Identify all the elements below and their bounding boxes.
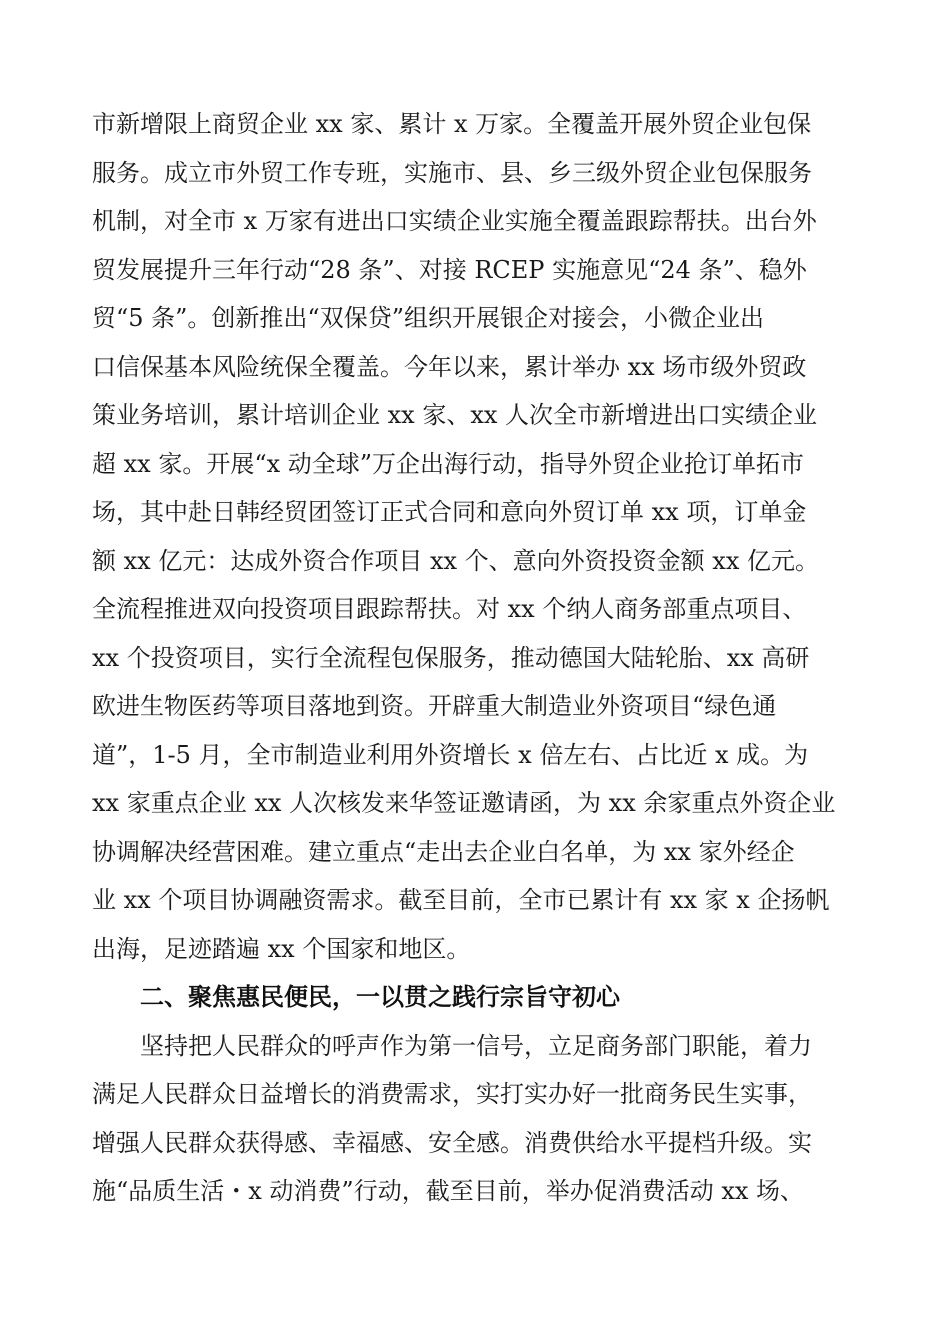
text-line: 贸发展提升三年行动“28 条”、对接 RCEP 实施意见“24 条”、稳外: [92, 255, 807, 284]
text-line: 协调解决经营困难。建立重点“走出去企业白名单，为 xx 家外经企: [92, 837, 795, 866]
text-line: 市新增限上商贸企业 xx 家、累计 x 万家。全覆盖开展外贸企业包保: [92, 110, 812, 138]
text-line: xx 家重点企业 xx 人次核发来华签证邀请函，为 xx 余家重点外资企业: [92, 789, 836, 817]
text-line: 施“品质生活・x 动消费”行动，截至目前，举办促消费活动 xx 场、: [92, 1177, 805, 1205]
paragraph-first-line: 坚持把人民群众的呼声作为第一信号，立足商务部门职能，着力: [140, 1031, 812, 1060]
text-line: 超 xx 家。开展“x 动全球”万企出海行动，指导外贸企业抢订单拓市: [92, 449, 805, 478]
text-line: 满足人民群众日益增长的消费需求，实打实办好一批商务民生实事，: [92, 1080, 812, 1108]
text-line: 服务。成立市外贸工作专班，实施市、县、乡三级外贸企业包保服务: [92, 158, 812, 187]
text-line: 全流程推进双向投资项目跟踪帮扶。对 xx 个纳人商务部重点项目、: [92, 595, 807, 623]
text-line: 额 xx 亿元：达成外资合作项目 xx 个、意向外资投资金额 xx 亿元。: [92, 546, 819, 575]
text-line: xx 个投资项目，实行全流程包保服务，推动德国大陆轮胎、xx 高研: [92, 643, 810, 672]
text-line: 欧进生物医药等项目落地到资。开辟重大制造业外资项目“绿色通: [92, 692, 777, 720]
text-line: 策业务培训，累计培训企业 xx 家、xx 人次全市新增进出口实绩企业: [92, 401, 818, 429]
text-line: 业 xx 个项目协调融资需求。截至目前，全市已累计有 xx 家 x 企扬帆: [92, 886, 830, 914]
text-line: 贸“5 条”。创新推出“双保贷”组织开展银企对接会，小微企业出: [92, 304, 764, 332]
document-body: [92, 100, 862, 1216]
section-heading: 二、聚焦惠民便民，一以贯之践行宗旨守初心: [140, 983, 620, 1011]
text-line: 道”，1-5 月，全市制造业利用外资增长 x 倍左右、占比近 x 成。为: [92, 740, 809, 769]
text-line: 口信保基本风险统保全覆盖。今年以来，累计举办 xx 场市级外贸政: [92, 352, 807, 381]
text-line: 场，其中赴日韩经贸团签订正式合同和意向外贸订单 xx 项，订单金: [92, 498, 807, 526]
text-line: 机制，对全市 x 万家有进出口实绩企业实施全覆盖跟踪帮扶。出台外: [92, 207, 817, 235]
text-line: 出海，足迹踏遍 xx 个国家和地区。: [92, 934, 471, 963]
text-line: 增强人民群众获得感、幸福感、安全感。消费供给水平提档升级。实: [92, 1128, 812, 1157]
